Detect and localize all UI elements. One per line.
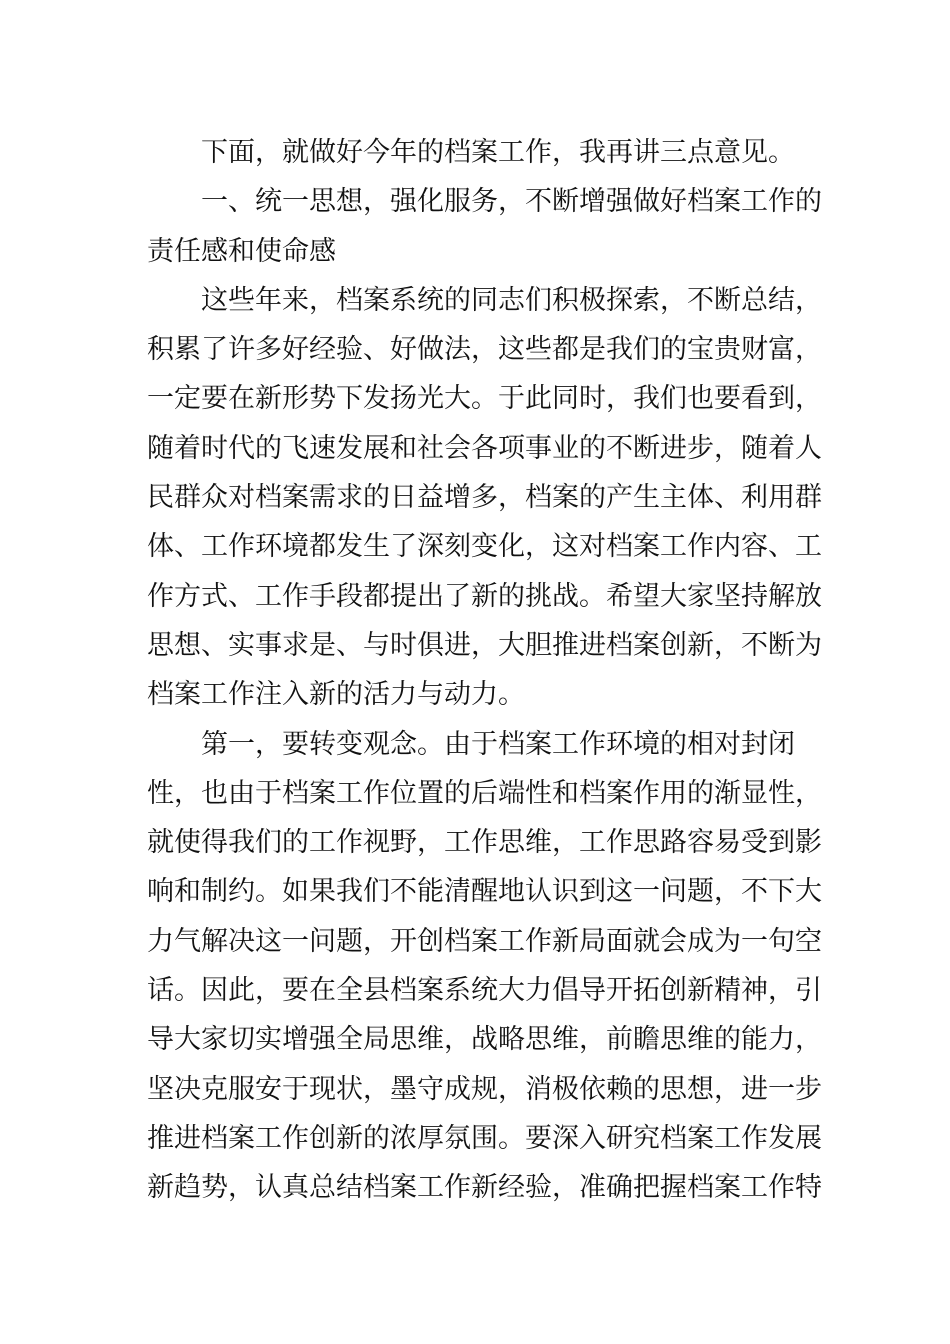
paragraph-first-point-line-1: 第一，要转变观念。由于档案工作环境的相对封闭 xyxy=(201,728,795,760)
paragraph-body-line-8: 思想、实事求是、与时俱进，大胆推进档案创新，不断为 xyxy=(147,629,822,661)
paragraph-first-point-line-9: 推进档案工作创新的浓厚氛围。要深入研究档案工作发展 xyxy=(147,1122,822,1154)
paragraph-first-point-line-4: 响和制约。如果我们不能清醒地认识到这一问题，不下大 xyxy=(147,876,822,908)
section-heading-line-2: 责任感和使命感 xyxy=(147,235,336,267)
paragraph-body-line-1: 这些年来，档案系统的同志们积极探索，不断总结， xyxy=(201,284,822,316)
paragraph-body-line-4: 随着时代的飞速发展和社会各项事业的不断进步，随着人 xyxy=(147,432,822,464)
paragraph-first-point-line-2: 性，也由于档案工作位置的后端性和档案作用的渐显性， xyxy=(147,777,822,809)
paragraph-first-point-line-7: 导大家切实增强全局思维，战略思维，前瞻思维的能力， xyxy=(147,1024,822,1056)
paragraph-first-point-line-6: 话。因此，要在全县档案系统大力倡导开拓创新精神，引 xyxy=(147,975,822,1007)
paragraph-first-point-line-3: 就使得我们的工作视野，工作思维，工作思路容易受到影 xyxy=(147,827,822,859)
paragraph-body-line-6: 体、工作环境都发生了深刻变化，这对档案工作内容、工 xyxy=(147,531,822,563)
paragraph-body-line-7: 作方式、工作手段都提出了新的挑战。希望大家坚持解放 xyxy=(147,580,822,612)
paragraph-body-line-3: 一定要在新形势下发扬光大。于此同时，我们也要看到， xyxy=(147,383,822,415)
paragraph-intro-line-1: 下面，就做好今年的档案工作，我再讲三点意见。 xyxy=(201,137,795,168)
paragraph-body-line-5: 民群众对档案需求的日益增多，档案的产生主体、利用群 xyxy=(147,482,822,514)
paragraph-first-point-line-10: 新趋势，认真总结档案工作新经验，准确把握档案工作特 xyxy=(147,1172,822,1204)
paragraph-body-line-2: 积累了许多好经验、好做法，这些都是我们的宝贵财富， xyxy=(147,334,822,366)
paragraph-body-line-9: 档案工作注入新的活力与动力。 xyxy=(147,679,525,711)
paragraph-first-point-line-5: 力气解决这一问题，开创档案工作新局面就会成为一句空 xyxy=(147,925,822,957)
paragraph-first-point-line-8: 坚决克服安于现状，墨守成规，消极依赖的思想，进一步 xyxy=(147,1073,822,1105)
section-heading-line-1: 一、统一思想，强化服务，不断增强做好档案工作的 xyxy=(201,186,822,218)
document-body xyxy=(147,128,822,1213)
